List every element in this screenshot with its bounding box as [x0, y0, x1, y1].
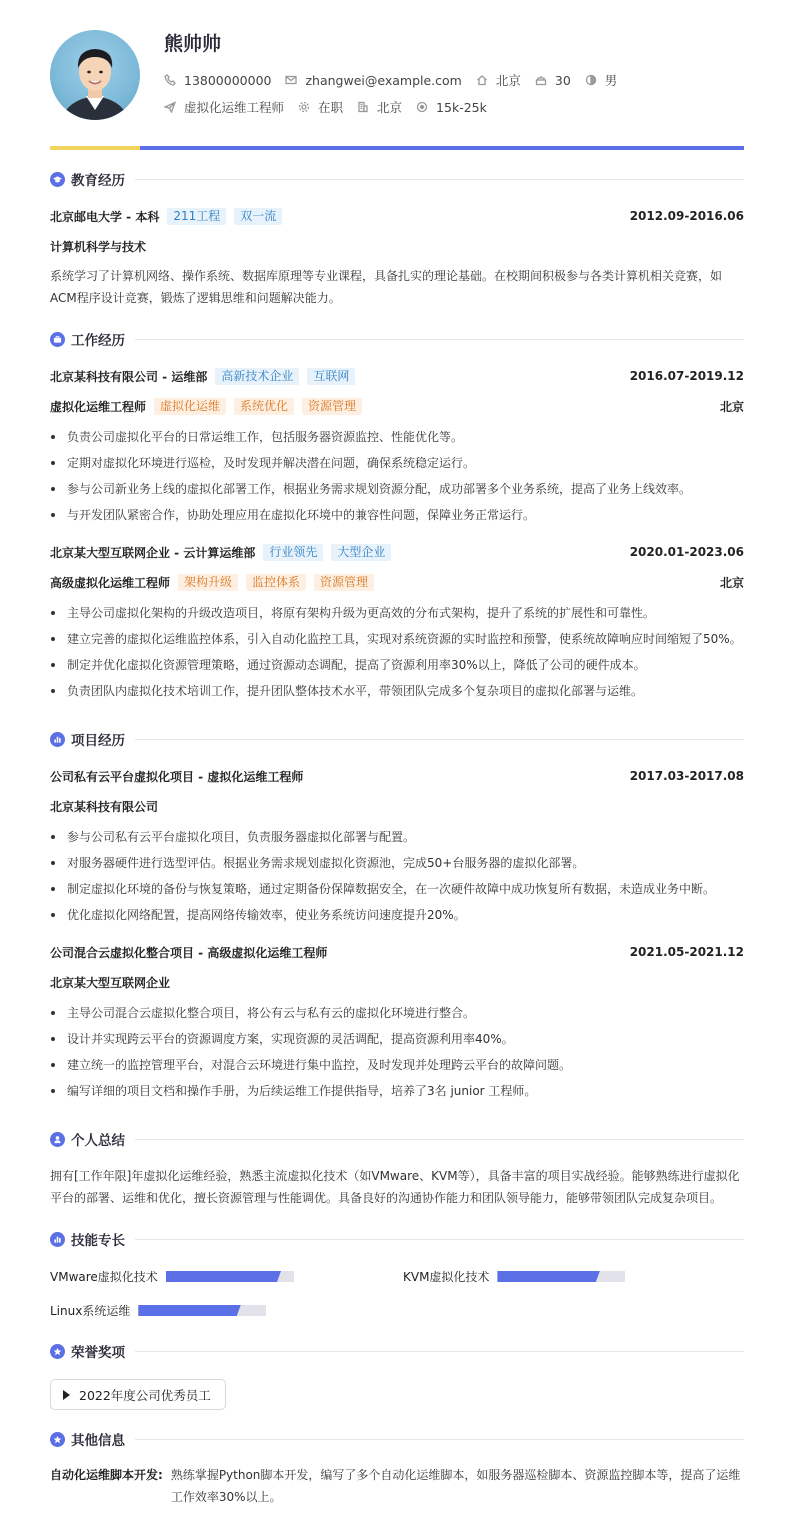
education-header — [50, 206, 744, 226]
job-company: 北京某大型互联网企业 - 云计算运维部 — [50, 545, 256, 560]
skill-tag: 监控体系 — [246, 574, 306, 591]
briefcase-icon — [50, 332, 65, 347]
award-label: 2022年度公司优秀员工 — [79, 1387, 211, 1403]
list-item: 负责公司虚拟化平台的日常运维工作，包括服务器资源监控、性能优化等。 — [50, 424, 744, 450]
section-rule — [135, 1139, 744, 1140]
project-date: 2017.03-2017.08 — [629, 769, 744, 783]
job-role-row — [50, 396, 744, 416]
section-projects — [50, 729, 744, 749]
bar-chart-icon — [50, 732, 65, 747]
section-education — [50, 169, 744, 189]
project-bullets — [50, 1000, 744, 1104]
skill-bar — [166, 1271, 294, 1282]
job-city: 北京 — [719, 399, 744, 414]
company-tag: 大型企业 — [331, 544, 391, 561]
section-rule — [135, 339, 744, 340]
section-rule — [135, 739, 744, 740]
age-item — [535, 73, 571, 88]
list-item: 主导公司混合云虚拟化整合项目，将公有云与私有云的虚拟化环境进行整合。 — [50, 1000, 744, 1026]
bar-chart-icon — [50, 1232, 65, 1247]
salary-item — [416, 100, 487, 115]
other-info — [50, 1464, 744, 1508]
section-title: 其他信息 — [71, 1433, 125, 1449]
mail-icon — [285, 74, 297, 86]
award-item[interactable] — [50, 1379, 226, 1410]
avatar-portrait — [50, 30, 140, 120]
list-item: 定期对虚拟化环境进行巡检，及时发现并解决潜在问题，确保系统稳定运行。 — [50, 450, 744, 476]
skill-tag: 虚拟化运维 — [154, 398, 226, 415]
list-item: 制定并优化虚拟化资源管理策略，通过资源动态调配，提高了资源利用率30%以上，降低了公司的硬件成本。 — [50, 652, 744, 678]
company-tag: 行业领先 — [263, 544, 323, 561]
intent-row — [164, 98, 501, 116]
skill-tag: 资源管理 — [302, 398, 362, 415]
other-text: 熟练掌握Python脚本开发，编写了多个自动化运维脚本，如服务器巡检脚本、资源监控脚本等，提高了运维工作效率30%以上。 — [170, 1468, 741, 1504]
skill-name: Linux系统运维 — [50, 1304, 131, 1318]
list-item: 参与公司私有云平台虚拟化项目，负责服务器虚拟化部署与配置。 — [50, 824, 744, 850]
list-item: 优化虚拟化网络配置，提高网络传输效率，使业务系统访问速度提升20%。 — [50, 902, 744, 928]
phone-value: 13800000000 — [184, 72, 272, 88]
skill-tag: 资源管理 — [314, 574, 374, 591]
email-value: zhangwei@example.com — [305, 72, 462, 88]
education-major-row — [50, 236, 744, 256]
section-title: 技能专长 — [71, 1233, 125, 1249]
project-company: 北京某科技有限公司 — [50, 799, 159, 814]
skill-bar — [138, 1305, 266, 1316]
summary-text: 拥有[工作年限]年虚拟化运维经验，熟悉主流虚拟化技术（如VMware、KVM等），具备丰富的项目实战经验。能够熟练进行虚拟化平台的部署、运维和优化，擅长资源管理与性能调优。具备良好的沟通协作能力和团队领导能力，能够带领团队完成复杂项目。 — [50, 1169, 740, 1205]
gender-icon — [585, 74, 597, 86]
position-item — [164, 98, 284, 116]
header-divider — [50, 146, 744, 150]
section-summary — [50, 1129, 744, 1149]
section-rule — [135, 1351, 744, 1352]
section-awards — [50, 1341, 744, 1361]
education-date: 2012.09-2016.06 — [629, 209, 744, 223]
school-name: 北京邮电大学 - 本科 — [50, 209, 160, 224]
project-name: 公司混合云虚拟化整合项目 - 高级虚拟化运维工程师 — [50, 945, 328, 960]
email-item — [285, 73, 461, 88]
project-header — [50, 766, 744, 786]
avatar — [50, 30, 140, 120]
coin-icon — [416, 101, 428, 113]
candidate-name: 熊帅帅 — [164, 33, 222, 55]
skill-item — [50, 1302, 266, 1319]
divider-blue — [140, 146, 744, 150]
award-icon — [50, 1432, 65, 1447]
job-city: 北京 — [719, 575, 744, 590]
job-bullets — [50, 600, 744, 704]
section-title: 荣誉奖项 — [71, 1345, 125, 1361]
position-value: 虚拟化运维工程师 — [184, 100, 285, 115]
list-item: 负责团队内虚拟化技术培训工作，提升团队整体技术水平，带领团队完成多个复杂项目的虚拟化部署与运维。 — [50, 678, 744, 704]
project-name: 公司私有云平台虚拟化项目 - 虚拟化运维工程师 — [50, 769, 304, 784]
list-item: 建立完善的虚拟化运维监控体系，引入自动化监控工具，实现对系统资源的实时监控和预警，使系统故障响应时间缩短了50%。 — [50, 626, 744, 652]
skill-tag: 系统优化 — [234, 398, 294, 415]
user-icon — [50, 1132, 65, 1147]
job-header — [50, 366, 744, 386]
list-item: 编写详细的项目文档和操作手册，为后续运维工作提供指导，培养了3名 junior 工程师。 — [50, 1078, 744, 1104]
skill-item — [403, 1268, 625, 1285]
skill-name: KVM虚拟化技术 — [403, 1270, 490, 1284]
city-item — [357, 98, 402, 116]
school-tag: 211工程 — [167, 208, 226, 225]
skill-bar — [497, 1271, 625, 1282]
gender-item — [585, 71, 618, 89]
school-tag: 双一流 — [234, 208, 282, 225]
job-bullets — [50, 424, 744, 528]
section-title: 工作经历 — [71, 333, 125, 349]
section-other — [50, 1429, 744, 1449]
section-rule — [135, 1439, 744, 1440]
award-icon — [50, 1344, 65, 1359]
project-header — [50, 942, 744, 962]
home-icon — [476, 74, 488, 86]
phone-icon — [164, 74, 176, 86]
job-date: 2016.07-2019.12 — [629, 369, 744, 383]
company-tag: 高新技术企业 — [215, 368, 299, 385]
list-item: 对服务器硬件进行选型评估。根据业务需求规划虚拟化资源池，完成50+台服务器的虚拟化部署。 — [50, 850, 744, 876]
send-icon — [164, 101, 176, 113]
major: 计算机科学与技术 — [50, 239, 147, 254]
gender-value: 男 — [604, 73, 618, 88]
project-company: 北京某大型互联网企业 — [50, 975, 171, 990]
status-item — [298, 98, 343, 116]
location-item — [476, 71, 521, 89]
company-tag: 互联网 — [307, 368, 355, 385]
section-rule — [135, 1239, 744, 1240]
phone-item — [164, 73, 271, 88]
skill-tag: 架构升级 — [178, 574, 238, 591]
gear-icon — [298, 101, 310, 113]
job-date: 2020.01-2023.06 — [629, 545, 744, 559]
age-value: 30 — [554, 72, 571, 88]
salary-value: 15k-25k — [436, 99, 487, 115]
section-title: 个人总结 — [71, 1133, 125, 1149]
play-icon — [63, 1390, 70, 1400]
project-bullets — [50, 824, 744, 928]
skill-bar-fill — [497, 1271, 599, 1282]
list-item: 参与公司新业务上线的虚拟化部署工作，根据业务需求规划资源分配，成功部署多个业务系统，提高了业务上线效率。 — [50, 476, 744, 502]
job-role-row — [50, 572, 744, 592]
building-icon — [357, 101, 369, 113]
list-item: 主导公司虚拟化架构的升级改造项目，将原有架构升级为更高效的分布式架构，提升了系统的扩展性和可靠性。 — [50, 600, 744, 626]
job-header — [50, 542, 744, 562]
project-company-row — [50, 972, 744, 992]
city-value: 北京 — [377, 100, 403, 115]
location-value: 北京 — [495, 73, 521, 88]
divider-yellow — [50, 146, 140, 150]
section-rule — [135, 179, 744, 180]
list-item: 建立统一的监控管理平台，对混合云环境进行集中监控，及时发现并处理跨云平台的故障问题。 — [50, 1052, 744, 1078]
section-title: 教育经历 — [71, 173, 125, 189]
contact-row — [164, 71, 631, 89]
skill-bar-fill — [138, 1305, 240, 1316]
job-company: 北京某科技有限公司 - 运维部 — [50, 369, 208, 384]
section-skills — [50, 1229, 744, 1249]
list-item: 制定虚拟化环境的备份与恢复策略，通过定期备份保障数据安全，在一次硬件故障中成功恢复所有数据，未造成业务中断。 — [50, 876, 744, 902]
status-value: 在职 — [318, 100, 344, 115]
cake-icon — [535, 74, 547, 86]
list-item: 设计并实现跨云平台的资源调度方案，实现资源的灵活调配，提高资源利用率40%。 — [50, 1026, 744, 1052]
graduation-cap-icon — [50, 172, 65, 187]
project-date: 2021.05-2021.12 — [629, 945, 744, 959]
skill-name: VMware虚拟化技术 — [50, 1270, 158, 1284]
skill-item — [50, 1268, 294, 1285]
job-role: 高级虚拟化运维工程师 — [50, 575, 171, 590]
section-work — [50, 329, 744, 349]
job-role: 虚拟化运维工程师 — [50, 399, 147, 414]
skill-bar-fill — [166, 1271, 281, 1282]
list-item: 与开发团队紧密合作，协助处理应用在虚拟化环境中的兼容性问题，保障业务正常运行。 — [50, 502, 744, 528]
education-description: 系统学习了计算机网络、操作系统、数据库原理等专业课程，具备扎实的理论基础。在校期间积极参与各类计算机相关竞赛，如ACM程序设计竞赛，锻炼了逻辑思维和问题解决能力。 — [50, 269, 723, 305]
section-title: 项目经历 — [71, 733, 125, 749]
project-company-row — [50, 796, 744, 816]
other-label: 自动化运维脚本开发: — [50, 1468, 163, 1482]
